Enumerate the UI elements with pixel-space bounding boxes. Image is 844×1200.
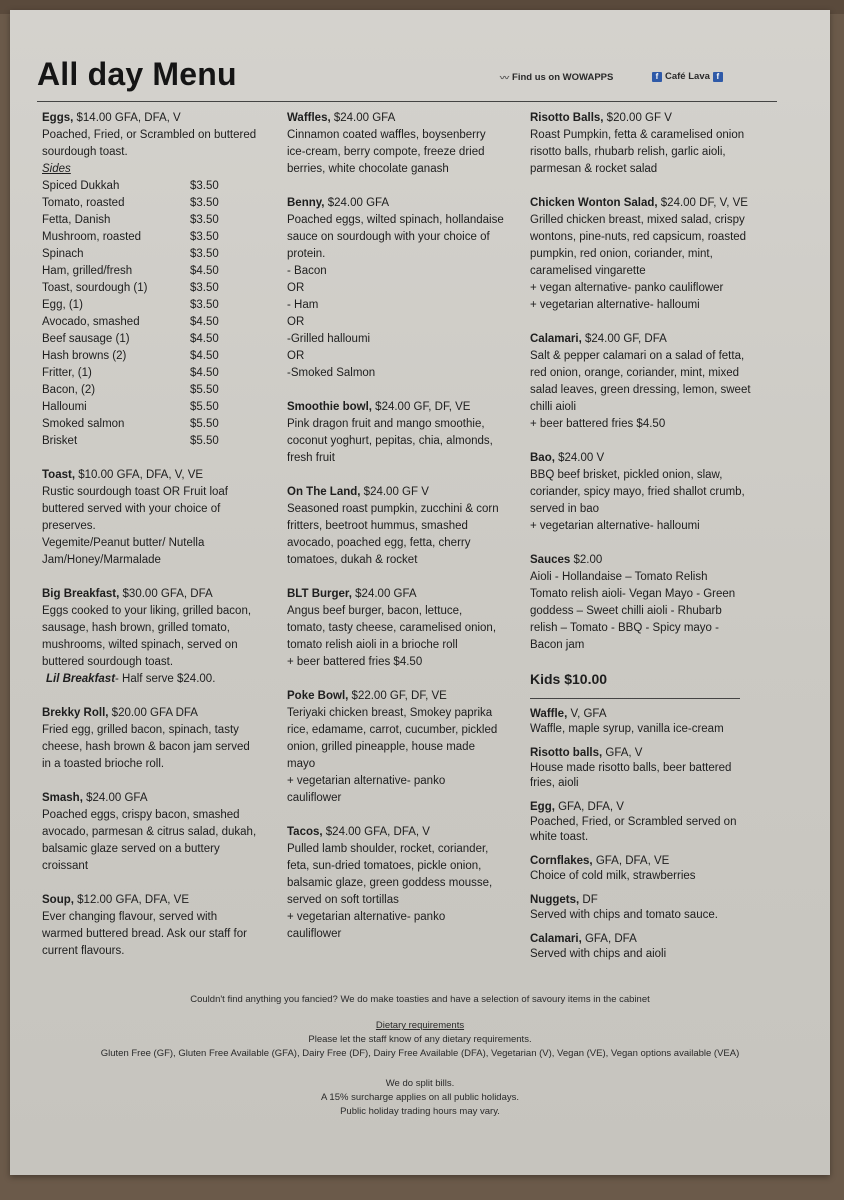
list-item: Halloumi $5.50	[42, 401, 219, 413]
dietary-legend: Gluten Free (GF), Gluten Free Available (GFA), Dairy Free (DF), Dairy Free Available (DFA), Vegetarian (V), Vegan (VE), Vegan options available (VEA)	[100, 1048, 740, 1059]
menu-item-tacos: Tacos, $24.00 GFA, DFA, V Pulled lamb shoulder, rocket, coriander, feta, sun-dried tomatoes, pickle onion, balsamic glaze, green goddess mousse, served on soft tortillas + vegetarian alternative- panko cauliflower	[287, 826, 493, 940]
kids-divider	[530, 698, 740, 699]
menu-column-1	[42, 110, 277, 977]
facebook-icon: f	[713, 72, 723, 82]
menu-item-waffles: Waffles, $24.00 GFA Cinnamon coated waffles, boysenberry ice-cream, berry compote, freeze dried berries, white chocolate ganash	[287, 112, 486, 175]
menu-item-toast: Toast, $10.00 GFA, DFA, V, VE Rustic sourdough toast OR Fruit loaf buttered served with your choice of preserves. Vegemite/Peanut butter/ Nutella Jam/Honey/Marmalade	[42, 469, 228, 566]
menu-item-calamari: Calamari, $24.00 GF, DFA Salt & pepper calamari on a salad of fetta, red onion, orange, coriander, mint, mixed salad leaves, green dressing, lemon, sweet chilli aioli + beer battered fries $4.50	[530, 333, 751, 430]
list-item: Ham, grilled/fresh $4.50	[42, 265, 219, 277]
list-item: Tomato, roasted $3.50	[42, 197, 219, 209]
wowapps-icon: 〰	[500, 73, 510, 83]
sides-list	[42, 178, 277, 450]
kids-item-nuggets: Nuggets, DF Served with chips and tomato sauce.	[530, 894, 718, 921]
dietary-heading: Dietary requirements	[375, 1020, 465, 1031]
kids-item-cornflakes: Cornflakes, GFA, DFA, VE Choice of cold milk, strawberries	[530, 855, 696, 882]
list-item: Fetta, Danish $3.50	[42, 214, 219, 226]
list-item: Toast, sourdough (1) $3.50	[42, 282, 219, 294]
menu-item-eggs: Eggs, $14.00 GFA, DFA, V Poached, Fried, or Scrambled on buttered sourdough toast.	[42, 112, 257, 158]
menu-column-2	[287, 110, 527, 960]
list-item: Mushroom, roasted $3.50	[42, 231, 219, 243]
menu-item-blt-burger: BLT Burger, $24.00 GFA Angus beef burger, bacon, lettuce, tomato, tasty cheese, caramelised onion, tomato relish aioli in a brioche roll + beer battered fries $4.50	[287, 588, 497, 668]
facebook-icon: f	[652, 72, 662, 82]
kids-item-calamari: Calamari, GFA, DFA Served with chips and aioli	[530, 933, 667, 960]
list-item: Brisket $5.50	[42, 435, 219, 447]
list-item: Spiced Dukkah $3.50	[42, 180, 219, 192]
menu-item-bao: Bao, $24.00 V BBQ beef brisket, pickled onion, slaw, coriander, spicy mayo, fried shallot crumb, served in bao + vegetarian alternative- halloumi	[530, 452, 745, 532]
page-title: All day Menu	[37, 56, 237, 92]
list-item: Hash browns (2) $4.50	[42, 350, 219, 362]
list-item: Fritter, (1) $4.50	[42, 367, 219, 379]
menu-item-chicken-wonton-salad: Chicken Wonton Salad, $24.00 DF, V, VE Grilled chicken breast, mixed salad, crispy wontons, pine-nuts, red capsicum, roasted pumpkin, red onion, coriander, mint, caramelised vingarette + vegan alternative- panko cauliflower + vegetarian alternative- halloumi	[530, 197, 748, 311]
kids-item-waffle: Waffle, V, GFA Waffle, maple syrup, vanilla ice-cream	[530, 708, 724, 735]
menu-item-on-the-land: On The Land, $24.00 GF V Seasoned roast pumpkin, zucchini & corn fritters, beetroot hummus, smashed avocado, poached egg, fetta, cherry tomatoes, dukah & rocket	[287, 486, 499, 566]
menu-item-poke-bowl: Poke Bowl, $22.00 GF, DF, VE Teriyaki chicken breast, Smokey paprika rice, edamame, carrot, cucumber, pickled onion, grilled pineapple, house made mayo + vegetarian alternative- panko cauliflower	[287, 690, 498, 804]
menu-item-benny: Benny, $24.00 GFA Poached eggs, wilted spinach, hollandaise sauce on sourdough with your choice of protein. - Bacon OR - Ham OR -Grilled halloumi OR -Smoked Salmon	[287, 197, 504, 379]
list-item: Bacon, (2) $5.50	[42, 384, 219, 396]
dietary-note: Please let the staff know of any dietary requirements.	[308, 1034, 532, 1045]
list-item: Egg, (1) $3.50	[42, 299, 219, 311]
trading-hours-note: Public holiday trading hours may vary.	[340, 1106, 500, 1117]
kids-heading: Kids $10.00	[530, 671, 608, 687]
menu-item-risotto-balls: Risotto Balls, $20.00 GF V Roast Pumpkin, fetta & caramelised onion risotto balls, rhubarb relish, garlic aioli, parmesan & rocket salad	[530, 112, 745, 175]
list-item: Avocado, smashed $4.50	[42, 316, 219, 328]
list-item: Smoked salmon $5.50	[42, 418, 219, 430]
footer-note: Couldn't find anything you fancied? We do make toasties and have a selection of savoury items in the cabinet	[190, 994, 650, 1005]
sides-heading: Sides	[42, 163, 71, 175]
split-bills-note: We do split bills.	[385, 1078, 455, 1089]
list-item: Beef sausage (1) $4.50	[42, 333, 219, 345]
menu-item-brekky-roll: Brekky Roll, $20.00 GFA DFA Fried egg, grilled bacon, spinach, tasty cheese, hash brown & bacon jam served in a toasted brioche roll.	[42, 707, 250, 770]
kids-item-risotto-balls: Risotto balls, GFA, V House made risotto balls, beer battered fries, aioli	[530, 747, 732, 789]
menu-item-smash: Smash, $24.00 GFA Poached eggs, crispy bacon, smashed avocado, parmesan & citrus salad, dukah, balsamic glaze served on a buttery croissant	[42, 792, 257, 872]
menu-item-soup: Soup, $12.00 GFA, DFA, VE Ever changing flavour, served with warmed buttered bread. Ask our staff for current flavours.	[42, 894, 247, 957]
cafe-facebook: f Café Lava f	[652, 71, 723, 82]
menu-column-3	[530, 110, 770, 971]
menu-item-big-breakfast: Big Breakfast, $30.00 GFA, DFA Eggs cooked to your liking, grilled bacon, sausage, hash brown, grilled tomato, mushrooms, wilted spinach, served on buttered sourdough toast. Lil Breakfast- Half serve $24.00.	[42, 588, 252, 685]
menu-item-sauces: Sauces $2.00 Aioli - Hollandaise – Tomato Relish Tomato relish aioli- Vegan Mayo - Green goddess – Sweet chilli aioli - Rhubarb relish – Tomato - BBQ - Spicy mayo - Bacon jam	[530, 554, 736, 651]
find-us-label: 〰 Find us on WOWAPPS	[500, 72, 614, 83]
menu-item-smoothie-bowl: Smoothie bowl, $24.00 GF, DF, VE Pink dragon fruit and mango smoothie, coconut yoghurt, pepitas, chia, almonds, fresh fruit	[287, 401, 493, 464]
header-divider	[37, 101, 777, 102]
list-item: Spinach $3.50	[42, 248, 219, 260]
kids-item-egg: Egg, GFA, DFA, V Poached, Fried, or Scrambled served on white toast.	[530, 801, 737, 843]
surcharge-note: A 15% surcharge applies on all public holidays.	[320, 1092, 520, 1103]
